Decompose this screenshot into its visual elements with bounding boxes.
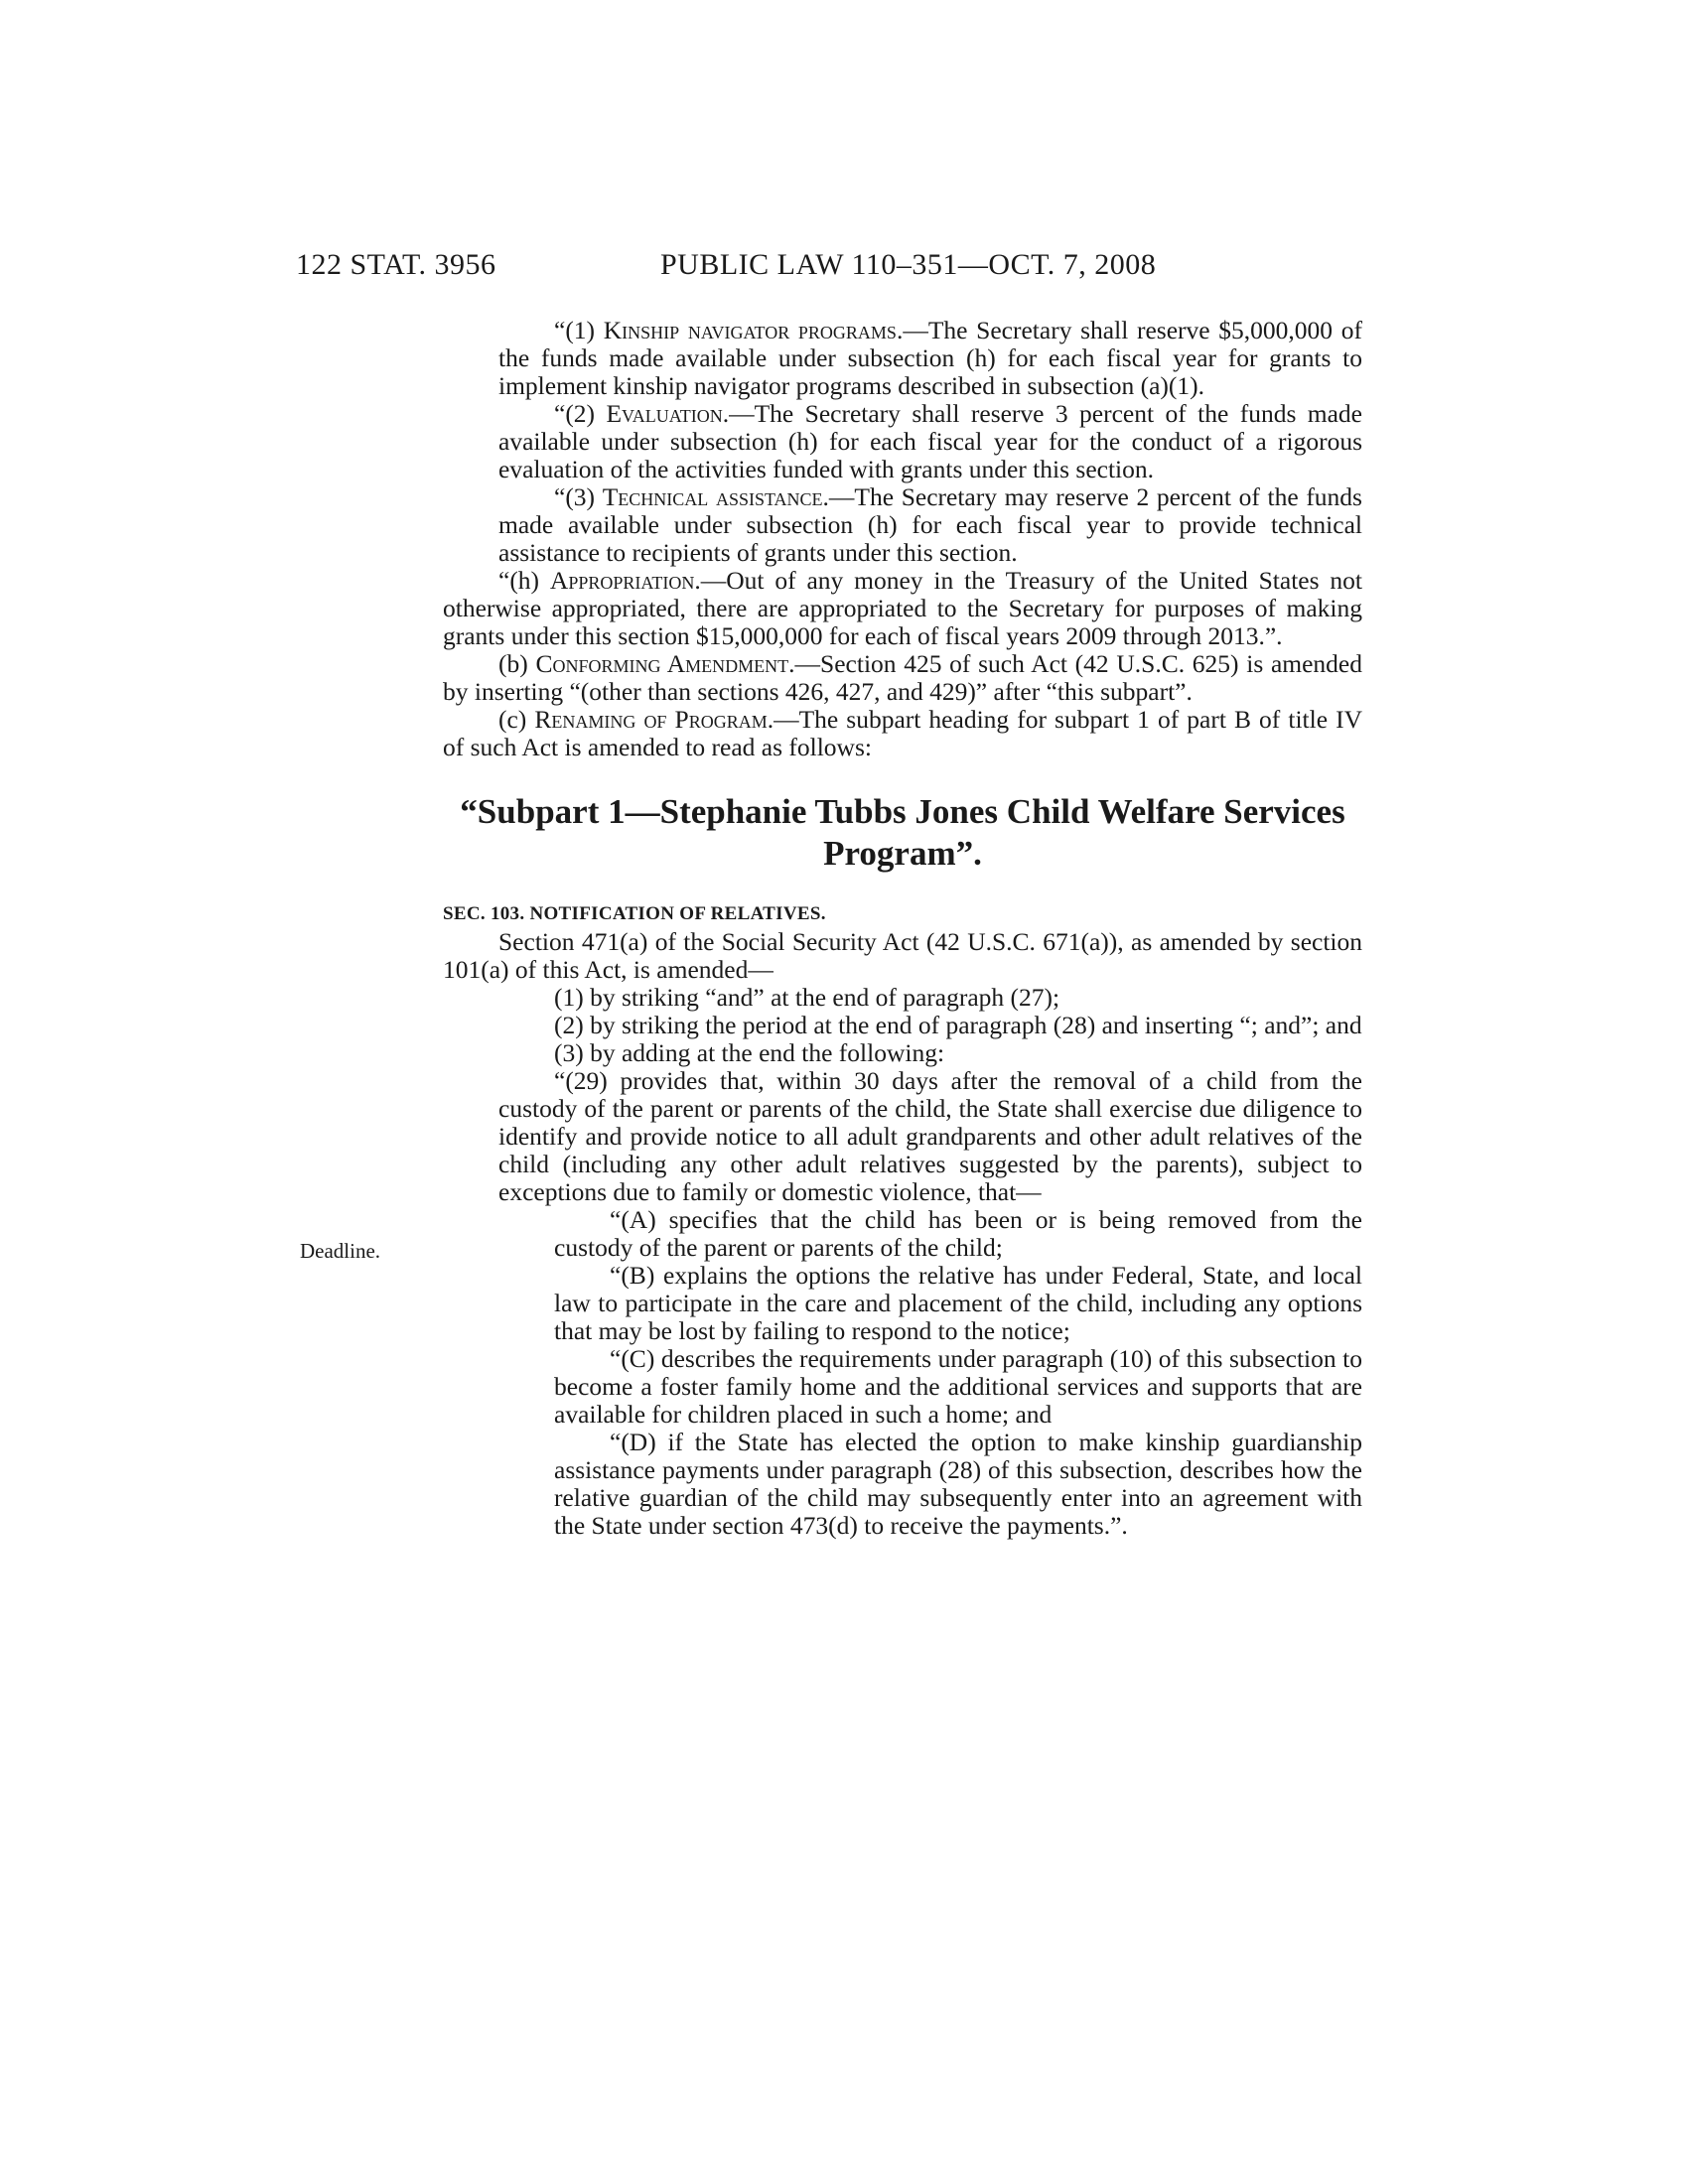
amendment-item-1: (1) by striking “and” at the end of paragraph (27); — [554, 983, 1060, 1012]
paragraph-conforming-amendment: (b) Conforming Amendment.—Section 425 of such Act (42 U.S.C. 625) is amended by inserting “(other than sections 426, 427, and 429)” after “this subpart”. — [443, 649, 1362, 706]
subparagraph-a: “(A) specifies that the child has been or is being removed from the custody of the parent or parents of the child; — [554, 1205, 1362, 1262]
margin-note: Deadline. — [300, 1239, 381, 1263]
subparagraph-c: “(C) describes the requirements under paragraph (10) of this subsection to become a foster family home and the additional services and supports that are available for children placed in such a home; and — [554, 1344, 1362, 1429]
subpart-heading: “Subpart 1—Stephanie Tubbs Jones Child Welfare Services Program”. — [460, 792, 1345, 873]
running-title: PUBLIC LAW 110–351—OCT. 7, 2008 — [660, 248, 1157, 281]
paragraph-appropriation: “(h) Appropriation.—Out of any money in the Treasury of the United States not otherwise appropriated, there are appropriated to the Secretary for purposes of making grants under this section $15,000,000 for each of fiscal years 2009 through 2013.”. — [443, 566, 1362, 650]
paragraph-kinship-navigator: “(1) Kinship navigator programs.—The Secretary shall reserve $5,000,000 of the funds made available under subsection (h) for each fiscal year for grants to implement kinship navigator programs described in subsection (a)(1). — [498, 316, 1362, 400]
body-column — [443, 316, 1362, 1540]
page-ref: 122 STAT. 3956 — [296, 248, 496, 281]
subparagraph-b: “(B) explains the options the relative has under Federal, State, and local law to participate in the care and placement of the child, including any options that may be lost by failing to respond to the notice; — [554, 1261, 1362, 1345]
paragraph-renaming: (c) Renaming of Program.—The subpart heading for subpart 1 of part B of title IV of such Act is amended to read as follows: — [443, 705, 1362, 761]
section-intro: Section 471(a) of the Social Security Act (42 U.S.C. 671(a)), as amended by section 101(a) of this Act, is amended— — [443, 927, 1362, 984]
paragraph-technical-assistance: “(3) Technical assistance.—The Secretary may reserve 2 percent of the funds made available under subsection (h) for each fiscal year to provide technical assistance to recipients of grants under this section. — [498, 482, 1362, 567]
amendment-item-2: (2) by striking the period at the end of paragraph (28) and inserting “; and”; and — [554, 1011, 1362, 1039]
subparagraph-d: “(D) if the State has elected the option to make kinship guardianship assistance payments under paragraph (28) of this subsection, describes how the relative guardian of the child may subsequently enter into an agreement with the State under section 473(d) to receive the payments.”. — [554, 1428, 1362, 1540]
paragraph-evaluation: “(2) Evaluation.—The Secretary shall reserve 3 percent of the funds made available under subsection (h) for each fiscal year for the conduct of a rigorous evaluation of the activities funded with grants under this section. — [498, 399, 1362, 483]
amendment-item-3: (3) by adding at the end the following: — [554, 1038, 945, 1067]
section-heading: SEC. 103. NOTIFICATION OF RELATIVES. — [443, 903, 826, 924]
paragraph-29: “(29) provides that, within 30 days after the removal of a child from the custody of the parent or parents of the child, the State shall exercise due diligence to identify and provide notice to all adult grandparents and other adult relatives of the child (including any other adult relatives suggested by the parents), subject to exceptions due to family or domestic violence, that— — [498, 1066, 1362, 1206]
